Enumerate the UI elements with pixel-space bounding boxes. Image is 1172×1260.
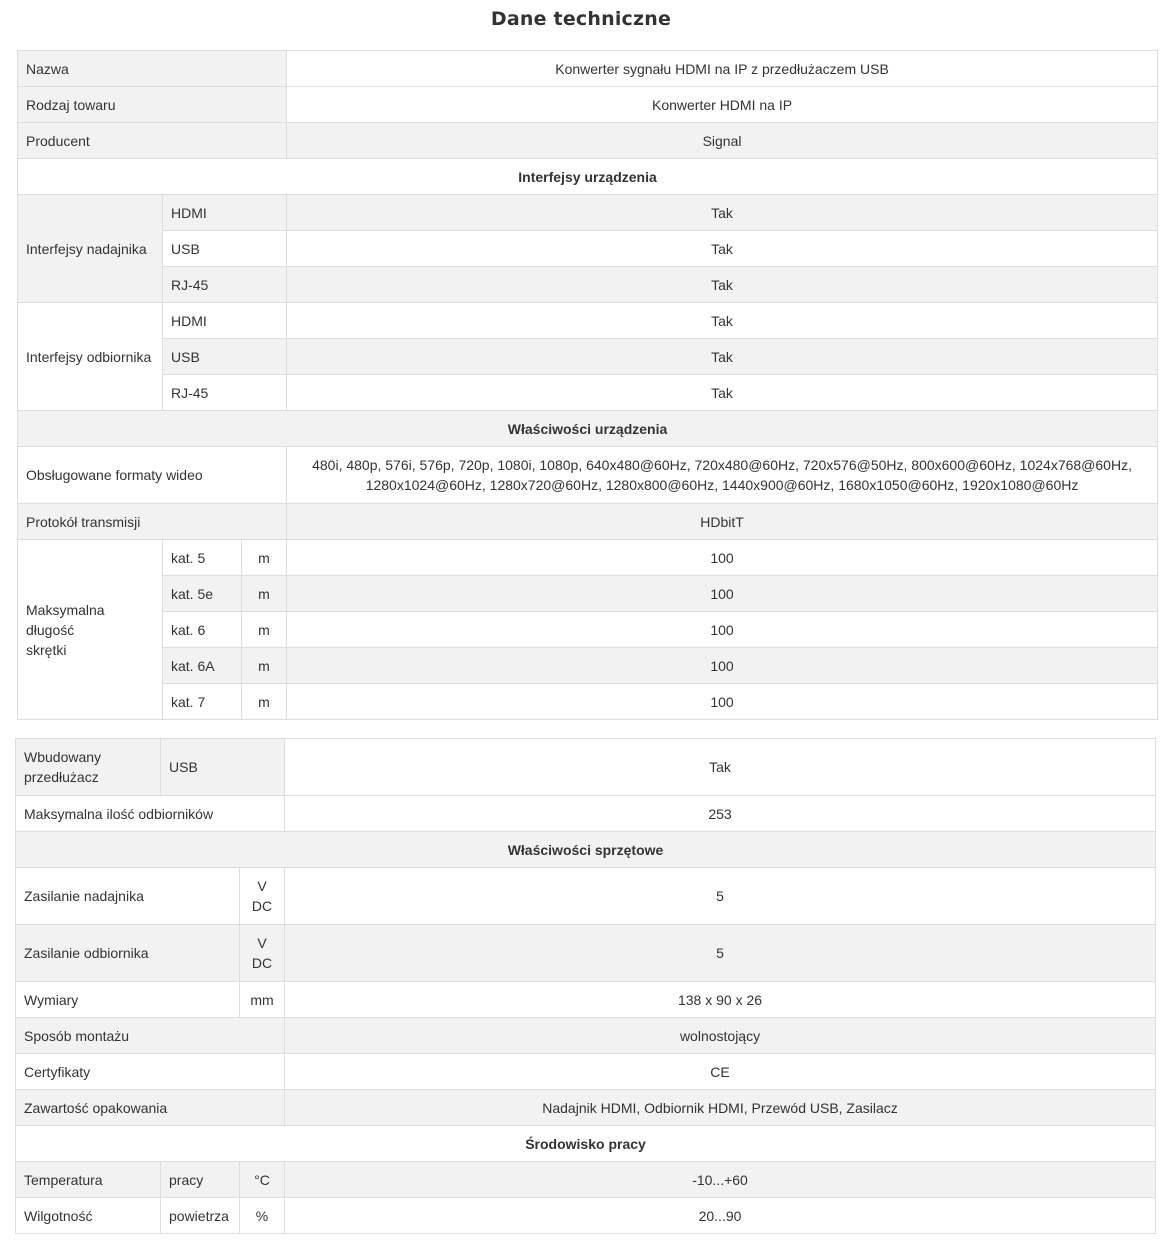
table-row	[16, 982, 1156, 1018]
row-value-product-type: Konwerter HDMI na IP	[287, 87, 1158, 123]
section-title-hardware: Właściwości sprzętowe	[16, 832, 1156, 868]
row-unit-dimensions: mm	[240, 982, 285, 1018]
row-value-humidity: 20...90	[285, 1198, 1156, 1234]
row-value-protocol: HDbitT	[287, 504, 1158, 540]
table-row	[18, 540, 1158, 576]
interface-name: USB	[163, 339, 287, 375]
row-value-rx-power: 5	[285, 925, 1156, 982]
row-label-protocol: Protokół transmisji	[18, 504, 287, 540]
row-unit-humidity: %	[240, 1198, 285, 1234]
extender-label-line-1: Wbudowany	[24, 749, 102, 765]
interface-name: HDMI	[163, 303, 287, 339]
table-row	[16, 1198, 1156, 1234]
row-value-name: Konwerter sygnału HDMI na IP z przedłużaczem USB	[287, 51, 1158, 87]
extender-label-line-2: przedłużacz	[24, 769, 99, 785]
row-label-max-receivers: Maksymalna ilość odbiorników	[16, 796, 285, 832]
spec-table-secondary	[15, 738, 1156, 1234]
row-value-video-formats	[287, 447, 1158, 504]
group-label-receiver: Interfejsy odbiornika	[18, 303, 163, 411]
cable-unit: m	[242, 684, 287, 720]
cable-category: kat. 5e	[163, 576, 242, 612]
group-label-cable-length	[18, 540, 163, 720]
rx-power-unit-line-1: V	[257, 935, 267, 951]
tx-power-unit-line-1: V	[257, 878, 267, 894]
table-row	[16, 1054, 1156, 1090]
row-label-video-formats: Obsługowane formaty wideo	[18, 447, 287, 504]
table-row	[18, 267, 1158, 303]
cable-value: 100	[287, 684, 1158, 720]
table-row	[18, 576, 1158, 612]
row-label-producer: Producent	[18, 123, 287, 159]
row-label-dimensions: Wymiary	[16, 982, 240, 1018]
cable-length-label-line-1: Maksymalna długość	[26, 601, 105, 638]
video-formats-line-2: 1280x1024@60Hz, 1280x720@60Hz, 1280x800@60Hz, 1440x900@60Hz, 1680x1050@60Hz, 1920x1080@60Hz	[365, 477, 1079, 493]
row-value-extender: Tak	[285, 739, 1156, 796]
interface-name: USB	[163, 231, 287, 267]
section-header-row	[16, 1126, 1156, 1162]
section-header-row	[18, 411, 1158, 447]
table-row	[18, 231, 1158, 267]
table-row	[16, 1090, 1156, 1126]
row-sub-humidity: powietrza	[161, 1198, 240, 1234]
table-row	[18, 684, 1158, 720]
row-label-temperature: Temperatura	[16, 1162, 161, 1198]
row-unit-tx-power	[240, 868, 285, 925]
row-value-mounting: wolnostojący	[285, 1018, 1156, 1054]
section-title-properties: Właściwości urządzenia	[18, 411, 1158, 447]
interface-name: HDMI	[163, 195, 287, 231]
cable-unit: m	[242, 648, 287, 684]
interface-value: Tak	[287, 375, 1158, 411]
row-value-max-receivers: 253	[285, 796, 1156, 832]
table-row	[18, 87, 1158, 123]
row-value-temperature: -10...+60	[285, 1162, 1156, 1198]
row-unit-rx-power	[240, 925, 285, 982]
tx-power-unit-line-2: DC	[251, 898, 273, 914]
interface-value: Tak	[287, 195, 1158, 231]
row-unit-temperature: °C	[240, 1162, 285, 1198]
row-value-dimensions: 138 x 90 x 26	[285, 982, 1156, 1018]
table-row	[16, 796, 1156, 832]
interface-name: RJ-45	[163, 267, 287, 303]
row-label-name: Nazwa	[18, 51, 287, 87]
cable-value: 100	[287, 540, 1158, 576]
row-label-product-type: Rodzaj towaru	[18, 87, 287, 123]
table-row	[18, 447, 1158, 504]
row-label-mounting: Sposób montażu	[16, 1018, 285, 1054]
spec-table-main	[17, 50, 1158, 720]
cable-category: kat. 6	[163, 612, 242, 648]
cable-category: kat. 6A	[163, 648, 242, 684]
table-row	[16, 739, 1156, 796]
table-row	[18, 339, 1158, 375]
interface-value: Tak	[287, 303, 1158, 339]
row-label-package: Zawartość opakowania	[16, 1090, 285, 1126]
row-value-tx-power: 5	[285, 868, 1156, 925]
table-row	[18, 51, 1158, 87]
table-row	[16, 925, 1156, 982]
table-row	[18, 648, 1158, 684]
row-value-package: Nadajnik HDMI, Odbiornik HDMI, Przewód USB, Zasilacz	[285, 1090, 1156, 1126]
cable-length-label-line-2: skrętki	[26, 641, 67, 658]
row-value-producer: Signal	[287, 123, 1158, 159]
cable-category: kat. 7	[163, 684, 242, 720]
cable-value: 100	[287, 576, 1158, 612]
row-label-humidity: Wilgotność	[16, 1198, 161, 1234]
table-row	[18, 123, 1158, 159]
interface-value: Tak	[287, 231, 1158, 267]
interface-value: Tak	[287, 267, 1158, 303]
cable-unit: m	[242, 576, 287, 612]
cable-unit: m	[242, 612, 287, 648]
row-label-rx-power: Zasilanie odbiornika	[16, 925, 240, 982]
table-row	[16, 868, 1156, 925]
table-row	[18, 303, 1158, 339]
video-formats-line-1: 480i, 480p, 576i, 576p, 720p, 1080i, 1080p, 640x480@60Hz, 720x480@60Hz, 720x576@50Hz, 800x600@60Hz, 1024x768@60Hz,	[312, 457, 1132, 473]
table-row	[16, 1162, 1156, 1198]
row-label-certificates: Certyfikaty	[16, 1054, 285, 1090]
interface-value: Tak	[287, 339, 1158, 375]
rx-power-unit-line-2: DC	[251, 955, 273, 971]
section-title-interfaces: Interfejsy urządzenia	[18, 159, 1158, 195]
cable-value: 100	[287, 648, 1158, 684]
cable-unit: m	[242, 540, 287, 576]
interface-name: RJ-45	[163, 375, 287, 411]
table-row	[18, 375, 1158, 411]
table-row	[18, 612, 1158, 648]
section-header-row	[16, 832, 1156, 868]
cable-category: kat. 5	[163, 540, 242, 576]
table-row	[16, 1018, 1156, 1054]
section-title-environment: Środowisko pracy	[16, 1126, 1156, 1162]
row-value-certificates: CE	[285, 1054, 1156, 1090]
section-header-row	[18, 159, 1158, 195]
row-label-extender	[16, 739, 161, 796]
row-sub-temperature: pracy	[161, 1162, 240, 1198]
table-row	[18, 504, 1158, 540]
cable-value: 100	[287, 612, 1158, 648]
row-label-tx-power: Zasilanie nadajnika	[16, 868, 240, 925]
page-title: Dane techniczne	[490, 8, 672, 30]
table-row	[18, 195, 1158, 231]
row-sub-extender: USB	[161, 739, 285, 796]
group-label-transmitter: Interfejsy nadajnika	[18, 195, 163, 303]
